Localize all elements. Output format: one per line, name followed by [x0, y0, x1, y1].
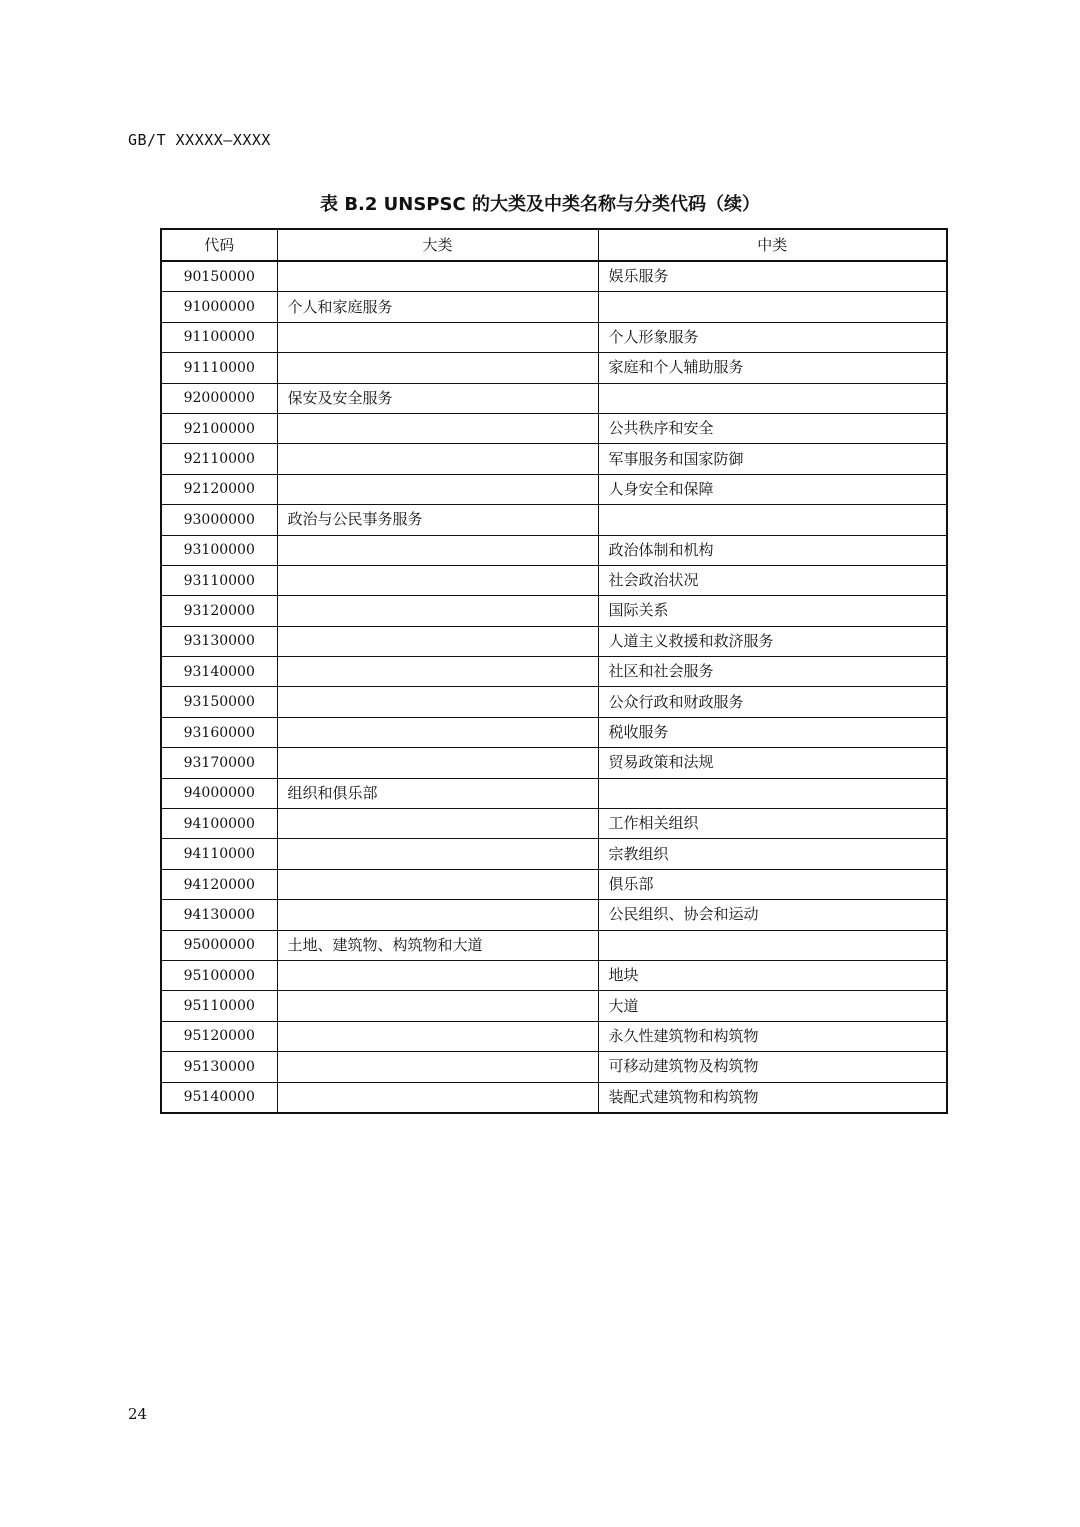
code-cell: 95120000: [161, 1021, 277, 1051]
major-category-cell: [277, 1082, 598, 1113]
major-category-cell: [277, 444, 598, 474]
code-cell: 93000000: [161, 505, 277, 535]
code-cell: 92100000: [161, 413, 277, 443]
code-cell: 95140000: [161, 1082, 277, 1113]
page-number: 24: [128, 1405, 148, 1423]
table-row: [161, 261, 947, 292]
medium-category-cell: 贸易政策和法规: [598, 748, 947, 778]
major-category-cell: [277, 261, 598, 292]
medium-category-cell: 国际关系: [598, 596, 947, 626]
major-category-cell: [277, 748, 598, 778]
major-category-cell: 政治与公民事务服务: [277, 505, 598, 535]
code-cell: 93110000: [161, 565, 277, 595]
table-row: [161, 505, 947, 535]
code-cell: 94110000: [161, 839, 277, 869]
major-category-cell: [277, 626, 598, 656]
code-cell: 93170000: [161, 748, 277, 778]
table-row: [161, 474, 947, 504]
table-row: [161, 413, 947, 443]
medium-category-cell: 公民组织、协会和运动: [598, 900, 947, 930]
document-id: GB/T XXXXX—XXXX: [128, 131, 271, 149]
medium-category-cell: 家庭和个人辅助服务: [598, 353, 947, 383]
medium-category-cell: 装配式建筑物和构筑物: [598, 1082, 947, 1113]
code-cell: 93150000: [161, 687, 277, 717]
code-cell: 93140000: [161, 657, 277, 687]
medium-category-cell: 可移动建筑物及构筑物: [598, 1052, 947, 1082]
medium-category-cell: 地块: [598, 960, 947, 990]
major-category-cell: [277, 839, 598, 869]
medium-category-cell: 社会政治状况: [598, 565, 947, 595]
table-row: [161, 596, 947, 626]
medium-category-cell: [598, 383, 947, 413]
table-row: [161, 657, 947, 687]
major-category-cell: 个人和家庭服务: [277, 292, 598, 322]
column-header-medium: 中类: [598, 229, 947, 261]
major-category-cell: 保安及安全服务: [277, 383, 598, 413]
major-category-cell: [277, 900, 598, 930]
medium-category-cell: 政治体制和机构: [598, 535, 947, 565]
major-category-cell: [277, 809, 598, 839]
table-row: [161, 717, 947, 747]
table-header-row: [161, 229, 947, 261]
medium-category-cell: 工作相关组织: [598, 809, 947, 839]
table-row: [161, 960, 947, 990]
medium-category-cell: 公共秩序和安全: [598, 413, 947, 443]
code-cell: 95000000: [161, 930, 277, 960]
code-cell: 92110000: [161, 444, 277, 474]
table-row: [161, 748, 947, 778]
table-row: [161, 322, 947, 352]
table-row: [161, 687, 947, 717]
major-category-cell: [277, 353, 598, 383]
code-cell: 93120000: [161, 596, 277, 626]
column-header-major: 大类: [277, 229, 598, 261]
table-row: [161, 839, 947, 869]
major-category-cell: [277, 596, 598, 626]
classification-table: [160, 228, 948, 1114]
code-cell: 94000000: [161, 778, 277, 808]
table-row: [161, 991, 947, 1021]
table-row: [161, 353, 947, 383]
table-row: [161, 626, 947, 656]
medium-category-cell: 人道主义救援和救济服务: [598, 626, 947, 656]
code-cell: 91000000: [161, 292, 277, 322]
medium-category-cell: [598, 930, 947, 960]
table-row: [161, 444, 947, 474]
major-category-cell: [277, 1052, 598, 1082]
medium-category-cell: [598, 292, 947, 322]
major-category-cell: [277, 657, 598, 687]
table-row: [161, 383, 947, 413]
medium-category-cell: 人身安全和保障: [598, 474, 947, 504]
table-body: [161, 261, 947, 1113]
major-category-cell: [277, 413, 598, 443]
code-cell: 93130000: [161, 626, 277, 656]
medium-category-cell: 永久性建筑物和构筑物: [598, 1021, 947, 1051]
table-row: [161, 809, 947, 839]
code-cell: 91110000: [161, 353, 277, 383]
medium-category-cell: 个人形象服务: [598, 322, 947, 352]
major-category-cell: [277, 869, 598, 899]
major-category-cell: [277, 565, 598, 595]
medium-category-cell: [598, 778, 947, 808]
medium-category-cell: 娱乐服务: [598, 261, 947, 292]
code-cell: 95100000: [161, 960, 277, 990]
code-cell: 94120000: [161, 869, 277, 899]
medium-category-cell: 公众行政和财政服务: [598, 687, 947, 717]
medium-category-cell: 军事服务和国家防御: [598, 444, 947, 474]
medium-category-cell: 税收服务: [598, 717, 947, 747]
major-category-cell: [277, 991, 598, 1021]
code-cell: 90150000: [161, 261, 277, 292]
major-category-cell: [277, 1021, 598, 1051]
code-cell: 95130000: [161, 1052, 277, 1082]
medium-category-cell: 宗教组织: [598, 839, 947, 869]
code-cell: 92120000: [161, 474, 277, 504]
code-cell: 93100000: [161, 535, 277, 565]
table-row: [161, 1052, 947, 1082]
medium-category-cell: [598, 505, 947, 535]
code-cell: 95110000: [161, 991, 277, 1021]
code-cell: 91100000: [161, 322, 277, 352]
table-row: [161, 535, 947, 565]
table-title: 表 B.2 UNSPSC 的大类及中类名称与分类代码（续）: [320, 194, 760, 215]
table-row: [161, 1021, 947, 1051]
table-row: [161, 292, 947, 322]
major-category-cell: [277, 474, 598, 504]
table-row: [161, 869, 947, 899]
table-row: [161, 1082, 947, 1113]
code-cell: 93160000: [161, 717, 277, 747]
medium-category-cell: 俱乐部: [598, 869, 947, 899]
table-row: [161, 778, 947, 808]
code-cell: 94130000: [161, 900, 277, 930]
major-category-cell: [277, 960, 598, 990]
medium-category-cell: 社区和社会服务: [598, 657, 947, 687]
table-row: [161, 565, 947, 595]
major-category-cell: [277, 322, 598, 352]
code-cell: 92000000: [161, 383, 277, 413]
major-category-cell: [277, 535, 598, 565]
medium-category-cell: 大道: [598, 991, 947, 1021]
table-row: [161, 930, 947, 960]
table-row: [161, 900, 947, 930]
major-category-cell: 组织和俱乐部: [277, 778, 598, 808]
column-header-code: 代码: [161, 229, 277, 261]
major-category-cell: [277, 717, 598, 747]
code-cell: 94100000: [161, 809, 277, 839]
major-category-cell: 土地、建筑物、构筑物和大道: [277, 930, 598, 960]
major-category-cell: [277, 687, 598, 717]
